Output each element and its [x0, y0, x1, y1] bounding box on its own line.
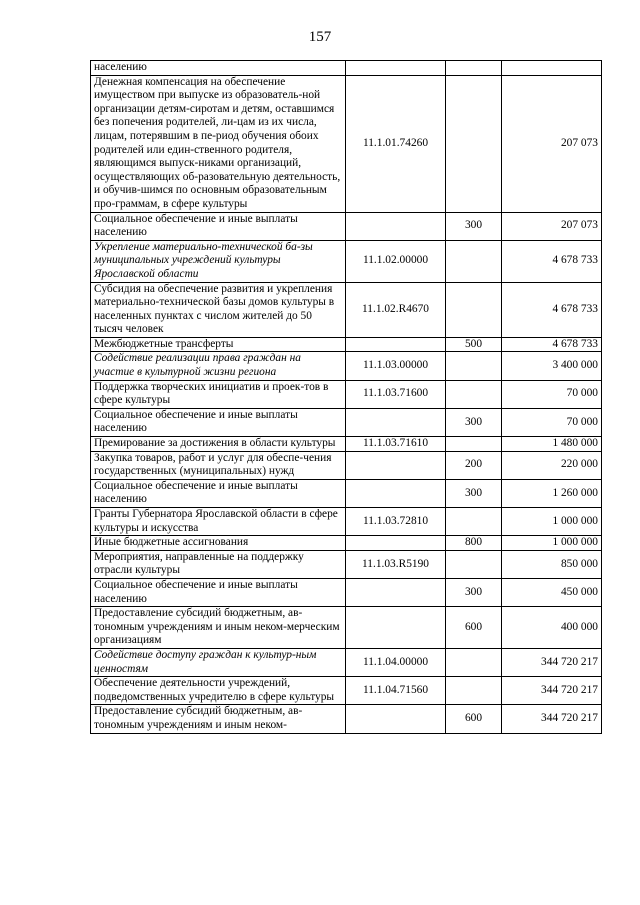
row-sum-cell: 1 000 000: [502, 536, 602, 551]
table-row: [91, 282, 602, 337]
table-row: [91, 705, 602, 733]
row-expense-type-cell: 500: [446, 337, 502, 352]
row-expense-type-cell: [446, 677, 502, 705]
row-expense-type-cell: [446, 240, 502, 282]
row-sum-cell: 220 000: [502, 451, 602, 479]
row-expense-type-cell: 300: [446, 408, 502, 436]
row-sum-cell: 4 678 733: [502, 337, 602, 352]
row-code-cell: [346, 705, 446, 733]
row-expense-type-cell: 300: [446, 578, 502, 606]
row-name-cell: Субсидия на обеспечение развития и укрепления материально-технической базы домов культуры в населенных пунктах с числом жителей до 50 тысяч человек: [91, 282, 346, 337]
table-row: [91, 212, 602, 240]
table-row: [91, 61, 602, 76]
row-name-cell: Межбюджетные трансферты: [91, 337, 346, 352]
row-code-cell: [346, 451, 446, 479]
row-expense-type-cell: [446, 282, 502, 337]
row-sum-cell: 4 678 733: [502, 282, 602, 337]
row-name-cell: Социальное обеспечение и иные выплаты населению: [91, 212, 346, 240]
row-expense-type-cell: 300: [446, 479, 502, 507]
row-name-cell: Премирование за достижения в области культуры: [91, 437, 346, 452]
row-sum-cell: 400 000: [502, 607, 602, 649]
row-expense-type-cell: [446, 508, 502, 536]
row-expense-type-cell: 200: [446, 451, 502, 479]
row-code-cell: 11.1.02.00000: [346, 240, 446, 282]
row-expense-type-cell: [446, 61, 502, 76]
row-name-cell: Социальное обеспечение и иные выплаты населению: [91, 408, 346, 436]
table-row: [91, 337, 602, 352]
row-sum-cell: 344 720 217: [502, 677, 602, 705]
row-name-cell: Социальное обеспечение и иные выплаты населению: [91, 578, 346, 606]
row-code-cell: [346, 408, 446, 436]
row-expense-type-cell: [446, 380, 502, 408]
row-name-cell: Закупка товаров, работ и услуг для обеспе-чения государственных (муниципальных) нужд: [91, 451, 346, 479]
row-name-cell: Поддержка творческих инициатив и проек-тов в сфере культуры: [91, 380, 346, 408]
row-expense-type-cell: [446, 648, 502, 676]
row-code-cell: [346, 61, 446, 76]
row-name-cell: Предоставление субсидий бюджетным, ав-тономным учреждениям и иным неком-мерческим организациям: [91, 607, 346, 649]
row-name-cell: Содействие реализации права граждан на участие в культурной жизни региона: [91, 352, 346, 380]
table-row: [91, 536, 602, 551]
row-sum-cell: 207 073: [502, 212, 602, 240]
row-code-cell: 11.1.01.74260: [346, 75, 446, 212]
table-row: [91, 607, 602, 649]
row-expense-type-cell: 800: [446, 536, 502, 551]
row-expense-type-cell: [446, 437, 502, 452]
row-code-cell: [346, 578, 446, 606]
row-expense-type-cell: 600: [446, 705, 502, 733]
table-row: [91, 479, 602, 507]
table-row: [91, 380, 602, 408]
row-name-cell: Мероприятия, направленные на поддержку отрасли культуры: [91, 550, 346, 578]
row-code-cell: 11.1.02.R4670: [346, 282, 446, 337]
row-code-cell: 11.1.03.71600: [346, 380, 446, 408]
table-row: [91, 677, 602, 705]
row-sum-cell: [502, 61, 602, 76]
budget-table: [90, 60, 602, 734]
table-row: [91, 437, 602, 452]
row-code-cell: 11.1.03.R5190: [346, 550, 446, 578]
row-code-cell: [346, 337, 446, 352]
row-name-cell: населению: [91, 61, 346, 76]
row-code-cell: [346, 536, 446, 551]
row-code-cell: 11.1.03.72810: [346, 508, 446, 536]
row-expense-type-cell: [446, 352, 502, 380]
row-code-cell: 11.1.03.71610: [346, 437, 446, 452]
table-row: [91, 550, 602, 578]
page-number: 157: [308, 29, 332, 45]
row-sum-cell: 850 000: [502, 550, 602, 578]
row-name-cell: Обеспечение деятельности учреждений, подведомственных учредителю в сфере культуры: [91, 677, 346, 705]
row-name-cell: Социальное обеспечение и иные выплаты населению: [91, 479, 346, 507]
row-name-cell: Денежная компенсация на обеспечение имуществом при выпуске из образователь-ной организации детям-сиротам и детям, оставшимся без попечения родителей, ли-цам из их числа, лицам, потерявшим в пе-риод обучения обоих родителей или един-ственного родителя, являющимся выпуск-никами организаций, осуществляющих об-разовательную деятельность, и обучив-шимся по основным образовательным про-граммам, в сфере культуры: [91, 75, 346, 212]
row-sum-cell: 344 720 217: [502, 648, 602, 676]
row-code-cell: 11.1.04.00000: [346, 648, 446, 676]
row-code-cell: [346, 479, 446, 507]
row-sum-cell: 70 000: [502, 380, 602, 408]
row-sum-cell: 344 720 217: [502, 705, 602, 733]
row-code-cell: [346, 607, 446, 649]
row-name-cell: Гранты Губернатора Ярославской области в сфере культуры и искусства: [91, 508, 346, 536]
row-sum-cell: 207 073: [502, 75, 602, 212]
row-expense-type-cell: 300: [446, 212, 502, 240]
row-expense-type-cell: [446, 550, 502, 578]
row-sum-cell: 1 480 000: [502, 437, 602, 452]
row-expense-type-cell: [446, 75, 502, 212]
budget-table-body: [91, 61, 602, 734]
row-sum-cell: 1 000 000: [502, 508, 602, 536]
row-name-cell: Содействие доступу граждан к культур-ным ценностям: [91, 648, 346, 676]
table-row: [91, 578, 602, 606]
table-row: [91, 508, 602, 536]
row-code-cell: [346, 212, 446, 240]
row-expense-type-cell: 600: [446, 607, 502, 649]
row-name-cell: Укрепление материально-технической ба-зы муниципальных учреждений культуры Ярославской области: [91, 240, 346, 282]
row-sum-cell: 450 000: [502, 578, 602, 606]
table-row: [91, 75, 602, 212]
table-row: [91, 648, 602, 676]
row-name-cell: Предоставление субсидий бюджетным, ав-тономным учреждениям и иным неком-: [91, 705, 346, 733]
row-sum-cell: 1 260 000: [502, 479, 602, 507]
table-row: [91, 240, 602, 282]
table-row: [91, 451, 602, 479]
row-sum-cell: 4 678 733: [502, 240, 602, 282]
row-code-cell: 11.1.04.71560: [346, 677, 446, 705]
row-sum-cell: 70 000: [502, 408, 602, 436]
row-code-cell: 11.1.03.00000: [346, 352, 446, 380]
table-row: [91, 352, 602, 380]
row-sum-cell: 3 400 000: [502, 352, 602, 380]
table-row: [91, 408, 602, 436]
row-name-cell: Иные бюджетные ассигнования: [91, 536, 346, 551]
